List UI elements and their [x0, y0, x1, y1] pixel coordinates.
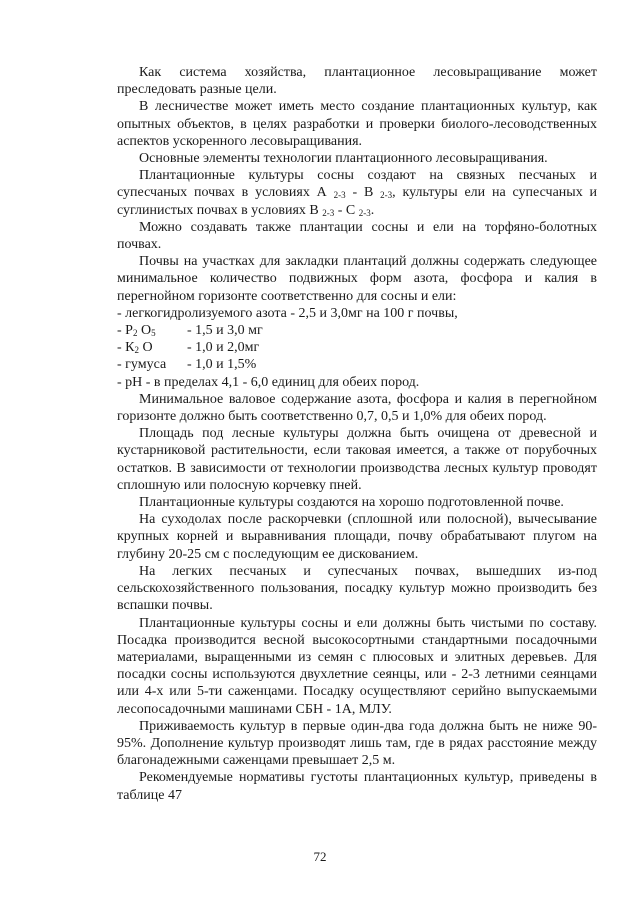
text-segment: - С: [334, 202, 356, 218]
paragraph-soil-requirements: Почвы на участках для закладки плантаций должны содержать следующее минимальное количество подвижных форм азота, фосфора и калия в перегнойном горизонте соответственно для сосны и ели:: [117, 254, 597, 304]
paragraph-plantation-purpose: Как система хозяйства, плантационное лесовыращивание может преследовать разные цели.: [117, 65, 597, 98]
paragraph-site-clearing: Площадь под лесные культуры должна быть очищена от древесной и кустарниковой растительности, если таковая имеется, а также от порубочных остатков. В зависимости от технологии производства лесных культур проводят сплошную или полосную корчевку пней.: [117, 426, 597, 493]
subscript: 2-3: [322, 207, 335, 218]
paragraph-technology-heading: Основные элементы технологии плантационного лесовыращивания.: [139, 151, 548, 167]
paragraph-dry-sites: На суходолах после раскорчевки (сплошной или полосной), вычесывание крупных корней и выравнивания площади, почву обрабатывают плугом на глубину 20-25 см с последующим ее дискованием.: [117, 512, 597, 562]
paragraph-pine-spruce-conditions: [117, 167, 597, 219]
list-key-p2o5: - $Р_2$ $О_5$: [117, 323, 156, 339]
list-item-potassium: [117, 339, 597, 356]
list-item-ph: - рН - в пределах 4,1 - 6,0 единиц для обеих пород.: [117, 374, 420, 390]
list-value-p2o5: - 1,5 и 3,0 мг: [187, 323, 263, 339]
subscript: 2-3: [358, 207, 371, 218]
list-item-phosphorus: [117, 322, 597, 339]
list-key-humus: - гумуса: [117, 357, 167, 373]
list-value-humus: - 1,0 и 1,5%: [187, 357, 257, 373]
paragraph-light-soils: На легких песчаных и супесчаных почвах, вышедших из-под сельскохозяйственного пользования, посадку культур можно производить без вспашки почвы.: [117, 563, 597, 614]
paragraph-peat-soils: Можно создавать также плантации сосны и ели на торфяно-болотных почвах.: [117, 219, 597, 253]
text-segment: .: [370, 202, 375, 218]
subscript: 2-3: [333, 190, 346, 201]
subscript: 2-3: [380, 190, 393, 201]
text-segment: - В: [345, 185, 374, 201]
paragraph-survival-rate: Приживаемость культур в первые один-два года должна быть не ниже 90-95%. Дополнение культур производят лишь там, где в рядах расстояние между благонадежными саженцами превышает 2,5 м.: [117, 718, 597, 769]
page-number: 72: [313, 849, 327, 864]
list-item-nitrogen: - легкогидролизуемого азота - 2,5 и 3,0мг на 100 г почвы,: [117, 305, 458, 321]
list-key-k2o: - $К_2$ О: [117, 340, 153, 356]
paragraph-density-norms: Рекомендуемые нормативы густоты плантационных культур, приведены в таблице 47: [117, 770, 597, 803]
page-body: [117, 64, 597, 804]
nutrient-list: [117, 305, 597, 391]
text-segment: Плантационные культуры сосны создают на связных песчаных и супесчаных почвах в условиях А: [117, 168, 597, 201]
paragraph-gross-content: Минимальное валовое содержание азота, фосфора и калия в перегнойном горизонте должно быть соответственно 0,7, 0,5 и 1,0% для обеих пород.: [117, 391, 597, 425]
list-item-humus: [117, 356, 597, 373]
paragraph-soil-preparation: Плантационные культуры создаются на хорошо подготовленной почве.: [139, 495, 564, 511]
paragraph-experimental-objects: В лесничестве может иметь место создание плантационных культур, как опытных объектов, в целях разработки и проверки биолого-лесоводственных аспектов ускоренного лесовыращивания.: [117, 99, 597, 149]
list-value-k2o: - 1,0 и 2,0мг: [187, 340, 260, 356]
text-segment: , культуры ели на супесчаных и суглинистых почвах в условиях В: [117, 185, 598, 218]
paragraph-planting: Плантационные культуры сосны и ели должны быть чистыми по составу. Посадка производится весной высокосортными стандартными посадочными материалами, выращенными из семян с плюсовых и элитных деревьев. Для посадки сосны используются двухлетние сеянцы, или - 2-3 летними сеянцами или 4-х или 5-ти саженцами. Посадку осуществляют серийно выпускаемыми лесопосадочными машинами СБН - 1А, МЛУ.: [117, 615, 597, 717]
